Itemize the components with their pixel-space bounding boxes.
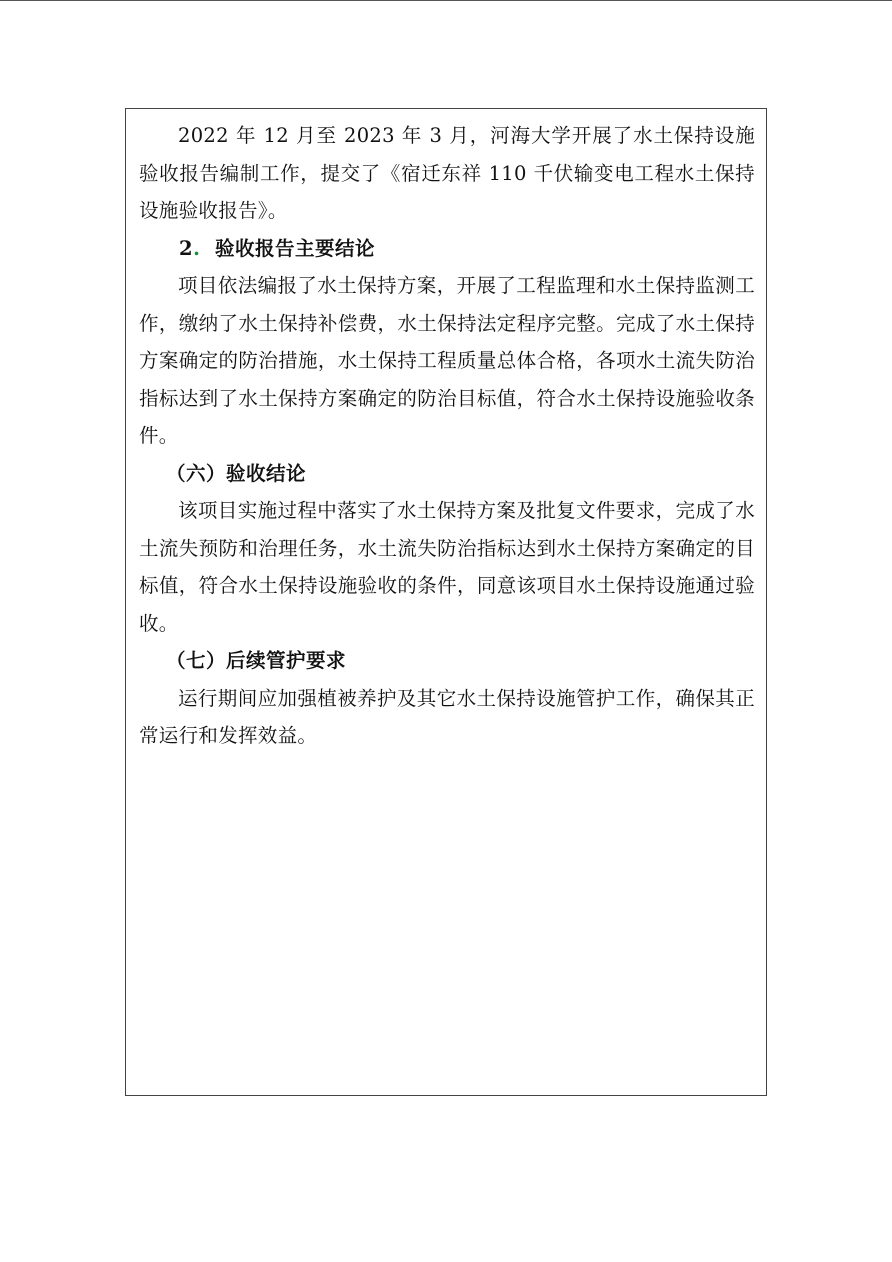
heading-followup-requirements: （七）后续管护要求: [166, 649, 347, 672]
heading-acceptance-conclusion: （六）验收结论: [166, 461, 307, 485]
paragraph-report-conclusion: 项目依法编报了水土保持方案，开展了工程监理和水土保持监测工作，缴纳了水土保持补偿费，水土保持法定程序完整。完成了水土保持方案确定的防治措施，水土保持工程质量总体合格，各项水土流失防治指标达到了水土保持方案确定的防治目标值，符合水土保持设施验收条件。: [139, 274, 755, 447]
heading-number-dot: .: [193, 236, 201, 260]
document-content: [139, 117, 755, 755]
heading-text: 验收报告主要结论: [214, 236, 375, 260]
document-frame: [125, 108, 767, 1096]
paragraph-followup-requirements: 运行期间应加强植被养护及其它水土保持设施管护工作，确保其正常运行和发挥效益。: [139, 686, 755, 747]
heading-number: 2: [179, 236, 194, 260]
paragraph-acceptance-conclusion: 该项目实施过程中落实了水土保持方案及批复文件要求，完成了水土流失预防和治理任务，水土流失防治指标达到水土保持方案确定的目标值，符合水土保持设施验收的条件，同意该项目水土保持设施通过验收。: [139, 499, 755, 635]
top-rule: [0, 0, 892, 1]
heading-report-conclusion: [139, 230, 755, 268]
paragraph-intro: 2022 年 12 月至 2023 年 3 月，河海大学开展了水土保持设施验收报告编制工作，提交了《宿迁东祥 110 千伏输变电工程水土保持设施验收报告》。: [139, 124, 755, 222]
